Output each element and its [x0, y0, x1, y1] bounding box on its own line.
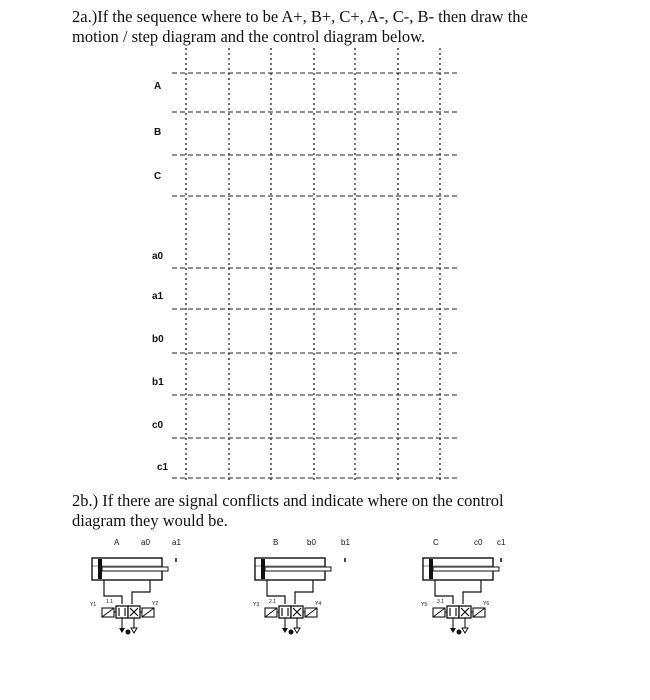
limit-switch-label: a1 [172, 538, 181, 547]
air-line [295, 580, 313, 604]
exhaust-symbol [131, 628, 137, 633]
limit-switch-label: c1 [497, 538, 506, 547]
supply-source [289, 630, 294, 635]
piston [98, 559, 102, 579]
row-label-b1: b1 [152, 377, 164, 388]
cylinder-A [90, 538, 181, 635]
row-label-a0: a0 [152, 251, 164, 262]
exhaust-symbol [462, 628, 468, 633]
supply-source [126, 630, 131, 635]
valve-label: 3.1 [437, 599, 444, 605]
exhaust-symbol [294, 628, 300, 633]
cylinder-name: B [273, 538, 279, 547]
limit-switch-label: b0 [307, 538, 316, 547]
valve-label: 1.1 [106, 599, 113, 605]
exhaust-symbol [119, 628, 125, 633]
row-label-a1: a1 [152, 291, 164, 302]
solenoid-label: Y5 [421, 602, 428, 608]
valve-square [447, 606, 459, 618]
solenoid-label: Y4 [315, 601, 322, 607]
exhaust-symbol [450, 628, 456, 633]
piston-rod [265, 567, 331, 571]
row-label-C: C [154, 171, 162, 182]
cylinder-name: A [114, 538, 120, 547]
supply-source [457, 630, 462, 635]
piston [261, 559, 265, 579]
limit-switch-label: c0 [474, 538, 483, 547]
valve-label: 2.1 [269, 599, 276, 605]
cylinder-name: C [433, 538, 439, 547]
row-label-c0: c0 [152, 420, 164, 431]
row-label-A: A [154, 81, 162, 92]
valve-square [279, 606, 291, 618]
question-2a: 2a.)If the sequence where to be A+, B+, C+, A-, C-, B- then draw the motion / step diagram and the control diagram below. [72, 7, 528, 46]
piston [429, 559, 433, 579]
piston-rod [102, 567, 168, 571]
air-line [132, 580, 150, 604]
cylinder-B [253, 538, 350, 635]
solenoid-label: Y6 [483, 601, 490, 607]
air-line [463, 580, 481, 604]
solenoid-label: Y1 [90, 602, 97, 608]
cylinder-C [421, 538, 506, 635]
valve-square [116, 606, 128, 618]
solenoid-label: Y3 [253, 602, 260, 608]
limit-switch-label: b1 [341, 538, 350, 547]
row-label-B: B [154, 127, 162, 138]
piston-rod [433, 567, 499, 571]
row-label-b0: b0 [152, 334, 164, 345]
row-label-c1: c1 [157, 462, 169, 473]
limit-switch-label: a0 [141, 538, 150, 547]
exhaust-symbol [282, 628, 288, 633]
question-2b: 2b.) If there are signal conflicts and indicate where on the control diagram they would be. [72, 491, 504, 530]
solenoid-label: Y2 [152, 601, 159, 607]
